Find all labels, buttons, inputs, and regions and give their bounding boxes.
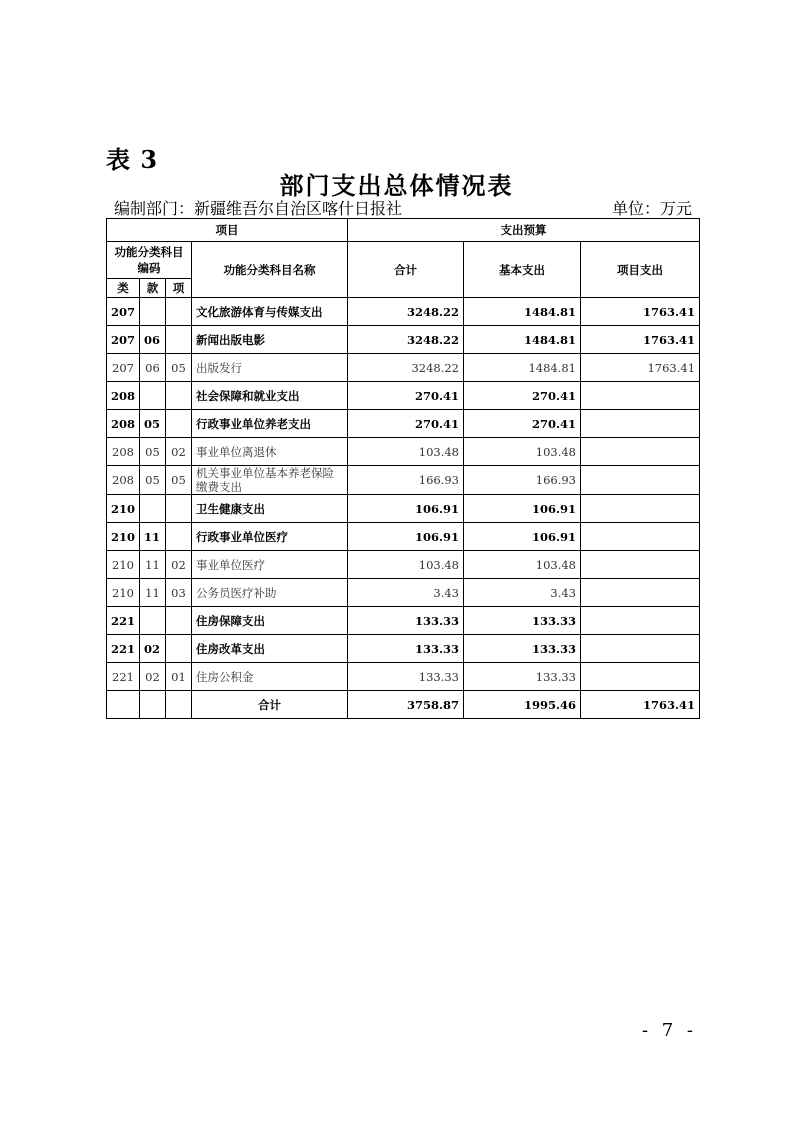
column-header-project: 项目支出 [581,242,700,298]
item-name-cell: 事业单位医疗 [192,551,348,579]
basic-cell: 133.33 [464,663,581,691]
code-class-cell: 208 [107,438,140,466]
total-cell: 133.33 [348,607,464,635]
table-row [107,298,700,326]
code-xiang-cell [166,410,192,438]
code-xiang-cell [166,382,192,410]
code-class-cell: 221 [107,663,140,691]
basic-cell: 1484.81 [464,326,581,354]
code-xiang-cell [166,298,192,326]
basic-cell: 3.43 [464,579,581,607]
total-cell: 3.43 [348,579,464,607]
total-cell: 103.48 [348,438,464,466]
total-cell: 133.33 [348,635,464,663]
code-kuan-cell: 06 [140,326,166,354]
code-kuan-cell: 05 [140,466,166,495]
code-xiang-cell [166,523,192,551]
code-xiang-cell: 05 [166,354,192,382]
unit-label: 单位：万元 [611,199,692,218]
grand-basic-cell: 1995.46 [464,691,581,719]
project-cell [581,495,700,523]
basic-cell: 166.93 [464,466,581,495]
code-class-cell: 207 [107,354,140,382]
basic-cell: 133.33 [464,607,581,635]
empty-cell [107,691,140,719]
column-header-class: 类 [107,279,140,298]
total-cell: 106.91 [348,495,464,523]
table-row [107,438,700,466]
table-row [107,354,700,382]
code-kuan-cell: 11 [140,579,166,607]
item-name-cell: 住房公积金 [192,663,348,691]
project-cell [581,663,700,691]
code-class-cell: 210 [107,579,140,607]
item-name-cell: 机关事业单位基本养老保险缴费支出 [192,466,348,495]
code-class-cell: 207 [107,326,140,354]
basic-cell: 103.48 [464,438,581,466]
table-row [107,326,700,354]
table-row [107,579,700,607]
code-kuan-cell [140,607,166,635]
code-class-cell: 210 [107,551,140,579]
item-name-cell: 住房改革支出 [192,635,348,663]
project-cell: 1763.41 [581,326,700,354]
code-kuan-cell [140,495,166,523]
code-class-cell: 207 [107,298,140,326]
page-title: 部门支出总体情况表 [279,171,514,200]
column-header-xiang: 项 [166,279,192,298]
table-row [107,551,700,579]
project-cell: 1763.41 [581,298,700,326]
table-row [107,663,700,691]
column-header-total: 合计 [348,242,464,298]
item-name-cell: 行政事业单位医疗 [192,523,348,551]
code-kuan-cell: 02 [140,635,166,663]
code-xiang-cell: 03 [166,579,192,607]
code-class-cell: 221 [107,607,140,635]
code-kuan-cell [140,298,166,326]
column-header-code: 功能分类科目编码 [107,242,192,279]
code-kuan-cell: 11 [140,523,166,551]
group-header-project: 项目 [107,219,348,242]
basic-cell: 270.41 [464,410,581,438]
basic-cell: 133.33 [464,635,581,663]
grand-total-cell: 3758.87 [348,691,464,719]
code-kuan-cell: 05 [140,438,166,466]
table-row [107,607,700,635]
total-cell: 166.93 [348,466,464,495]
code-kuan-cell: 06 [140,354,166,382]
total-row [107,691,700,719]
column-header-basic: 基本支出 [464,242,581,298]
code-class-cell: 210 [107,523,140,551]
project-cell: 1763.41 [581,354,700,382]
project-cell [581,523,700,551]
table-row [107,523,700,551]
group-header-budget: 支出预算 [348,219,700,242]
basic-cell: 106.91 [464,523,581,551]
project-cell [581,410,700,438]
item-name-cell: 卫生健康支出 [192,495,348,523]
project-cell [581,607,700,635]
table-number: 表 3 [106,145,159,174]
code-class-cell: 208 [107,382,140,410]
basic-cell: 270.41 [464,382,581,410]
project-cell [581,579,700,607]
code-kuan-cell: 02 [140,663,166,691]
item-name-cell: 公务员医疗补助 [192,579,348,607]
code-xiang-cell: 02 [166,551,192,579]
code-xiang-cell [166,607,192,635]
total-cell: 270.41 [348,382,464,410]
table-row [107,495,700,523]
page-number: - 7 - [641,1020,697,1041]
code-xiang-cell [166,635,192,663]
code-xiang-cell: 01 [166,663,192,691]
code-xiang-cell [166,495,192,523]
empty-cell [140,691,166,719]
item-name-cell: 住房保障支出 [192,607,348,635]
empty-cell [166,691,192,719]
column-header-kuan: 款 [140,279,166,298]
table-body [107,298,700,719]
expenditure-table [106,218,700,719]
basic-cell: 1484.81 [464,298,581,326]
table-row [107,466,700,495]
project-cell [581,438,700,466]
basic-cell: 106.91 [464,495,581,523]
code-xiang-cell: 02 [166,438,192,466]
total-label-cell: 合计 [192,691,348,719]
project-cell [581,466,700,495]
basic-cell: 103.48 [464,551,581,579]
code-xiang-cell: 05 [166,466,192,495]
item-name-cell: 新闻出版电影 [192,326,348,354]
table-row [107,382,700,410]
project-cell [581,382,700,410]
total-cell: 3248.22 [348,298,464,326]
code-kuan-cell: 05 [140,410,166,438]
code-kuan-cell [140,382,166,410]
code-class-cell: 208 [107,466,140,495]
grand-project-cell: 1763.41 [581,691,700,719]
code-class-cell: 210 [107,495,140,523]
code-xiang-cell [166,326,192,354]
total-cell: 3248.22 [348,354,464,382]
item-name-cell: 行政事业单位养老支出 [192,410,348,438]
item-name-cell: 事业单位离退休 [192,438,348,466]
table-row [107,410,700,438]
total-cell: 103.48 [348,551,464,579]
code-kuan-cell: 11 [140,551,166,579]
project-cell [581,551,700,579]
total-cell: 133.33 [348,663,464,691]
total-cell: 106.91 [348,523,464,551]
table-row [107,635,700,663]
total-cell: 270.41 [348,410,464,438]
item-name-cell: 社会保障和就业支出 [192,382,348,410]
item-name-cell: 出版发行 [192,354,348,382]
project-cell [581,635,700,663]
compiling-department: 编制部门：新疆维吾尔自治区喀什日报社 [114,199,403,218]
basic-cell: 1484.81 [464,354,581,382]
item-name-cell: 文化旅游体育与传媒支出 [192,298,348,326]
total-cell: 3248.22 [348,326,464,354]
code-class-cell: 221 [107,635,140,663]
code-class-cell: 208 [107,410,140,438]
column-header-name: 功能分类科目名称 [192,242,348,298]
